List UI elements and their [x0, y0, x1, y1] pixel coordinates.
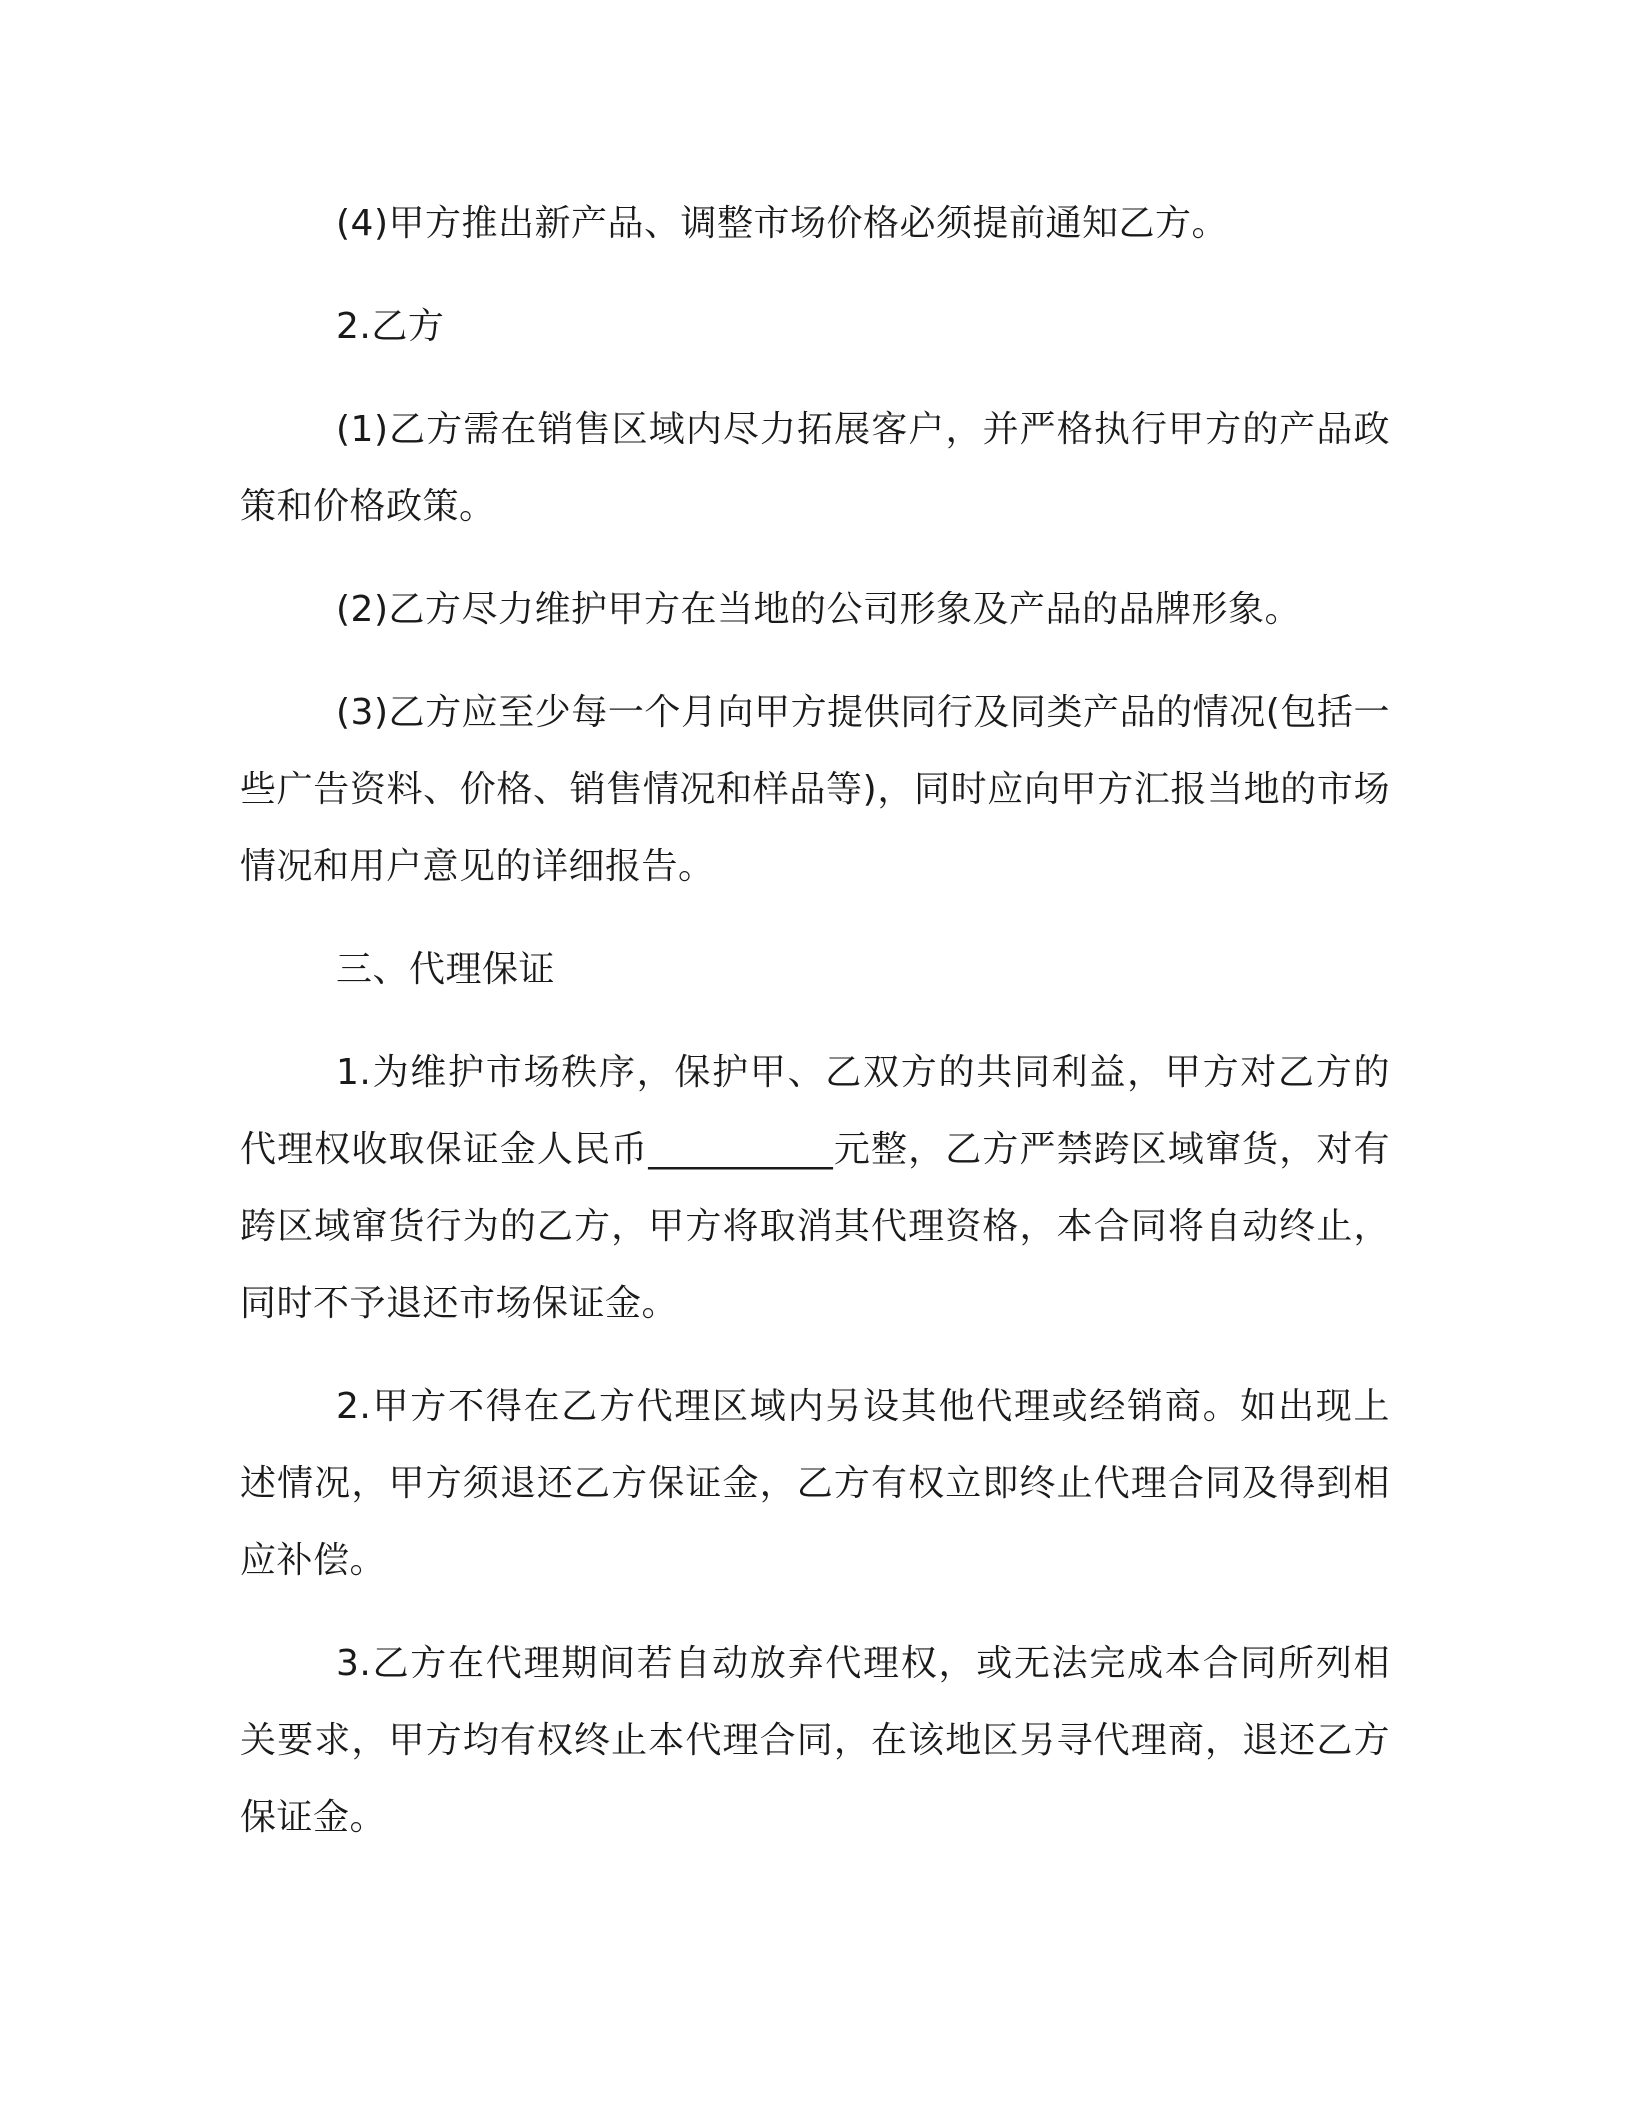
clause-guarantee-2: 2.甲方不得在乙方代理区域内另设其他代理或经销商。如出现上述情况，甲方须退还乙方保证金，乙方有权立即终止代理合同及得到相应补偿。 [240, 1386, 1390, 1581]
clause-party-a-4: (4)甲方推出新产品、调整市场价格必须提前通知乙方。 [336, 203, 1228, 244]
section-party-b-heading: 2.乙方 [336, 306, 445, 347]
document-body [240, 185, 1390, 1882]
section-agency-guarantee-heading: 三、代理保证 [336, 949, 556, 990]
clause-party-b-1: (1)乙方需在销售区域内尽力拓展客户，并严格执行甲方的产品政策和价格政策。 [240, 409, 1390, 527]
clause-party-b-2: (2)乙方尽力维护甲方在当地的公司形象及产品的品牌形象。 [336, 589, 1301, 630]
clause-guarantee-1: 1.为维护市场秩序，保护甲、乙双方的共同利益，甲方对乙方的代理权收取保证金人民币__________元整，乙方严禁跨区域窜货，对有跨区域窜货行为的乙方，甲方将取消其代理资格，本合同将自动终止，同时不予退还市场保证金。 [240, 1052, 1390, 1324]
clause-guarantee-3: 3.乙方在代理期间若自动放弃代理权，或无法完成本合同所列相关要求，甲方均有权终止本代理合同，在该地区另寻代理商，退还乙方保证金。 [240, 1643, 1390, 1838]
clause-party-b-3: (3)乙方应至少每一个月向甲方提供同行及同类产品的情况(包括一些广告资料、价格、销售情况和样品等)，同时应向甲方汇报当地的市场情况和用户意见的详细报告。 [240, 692, 1390, 887]
